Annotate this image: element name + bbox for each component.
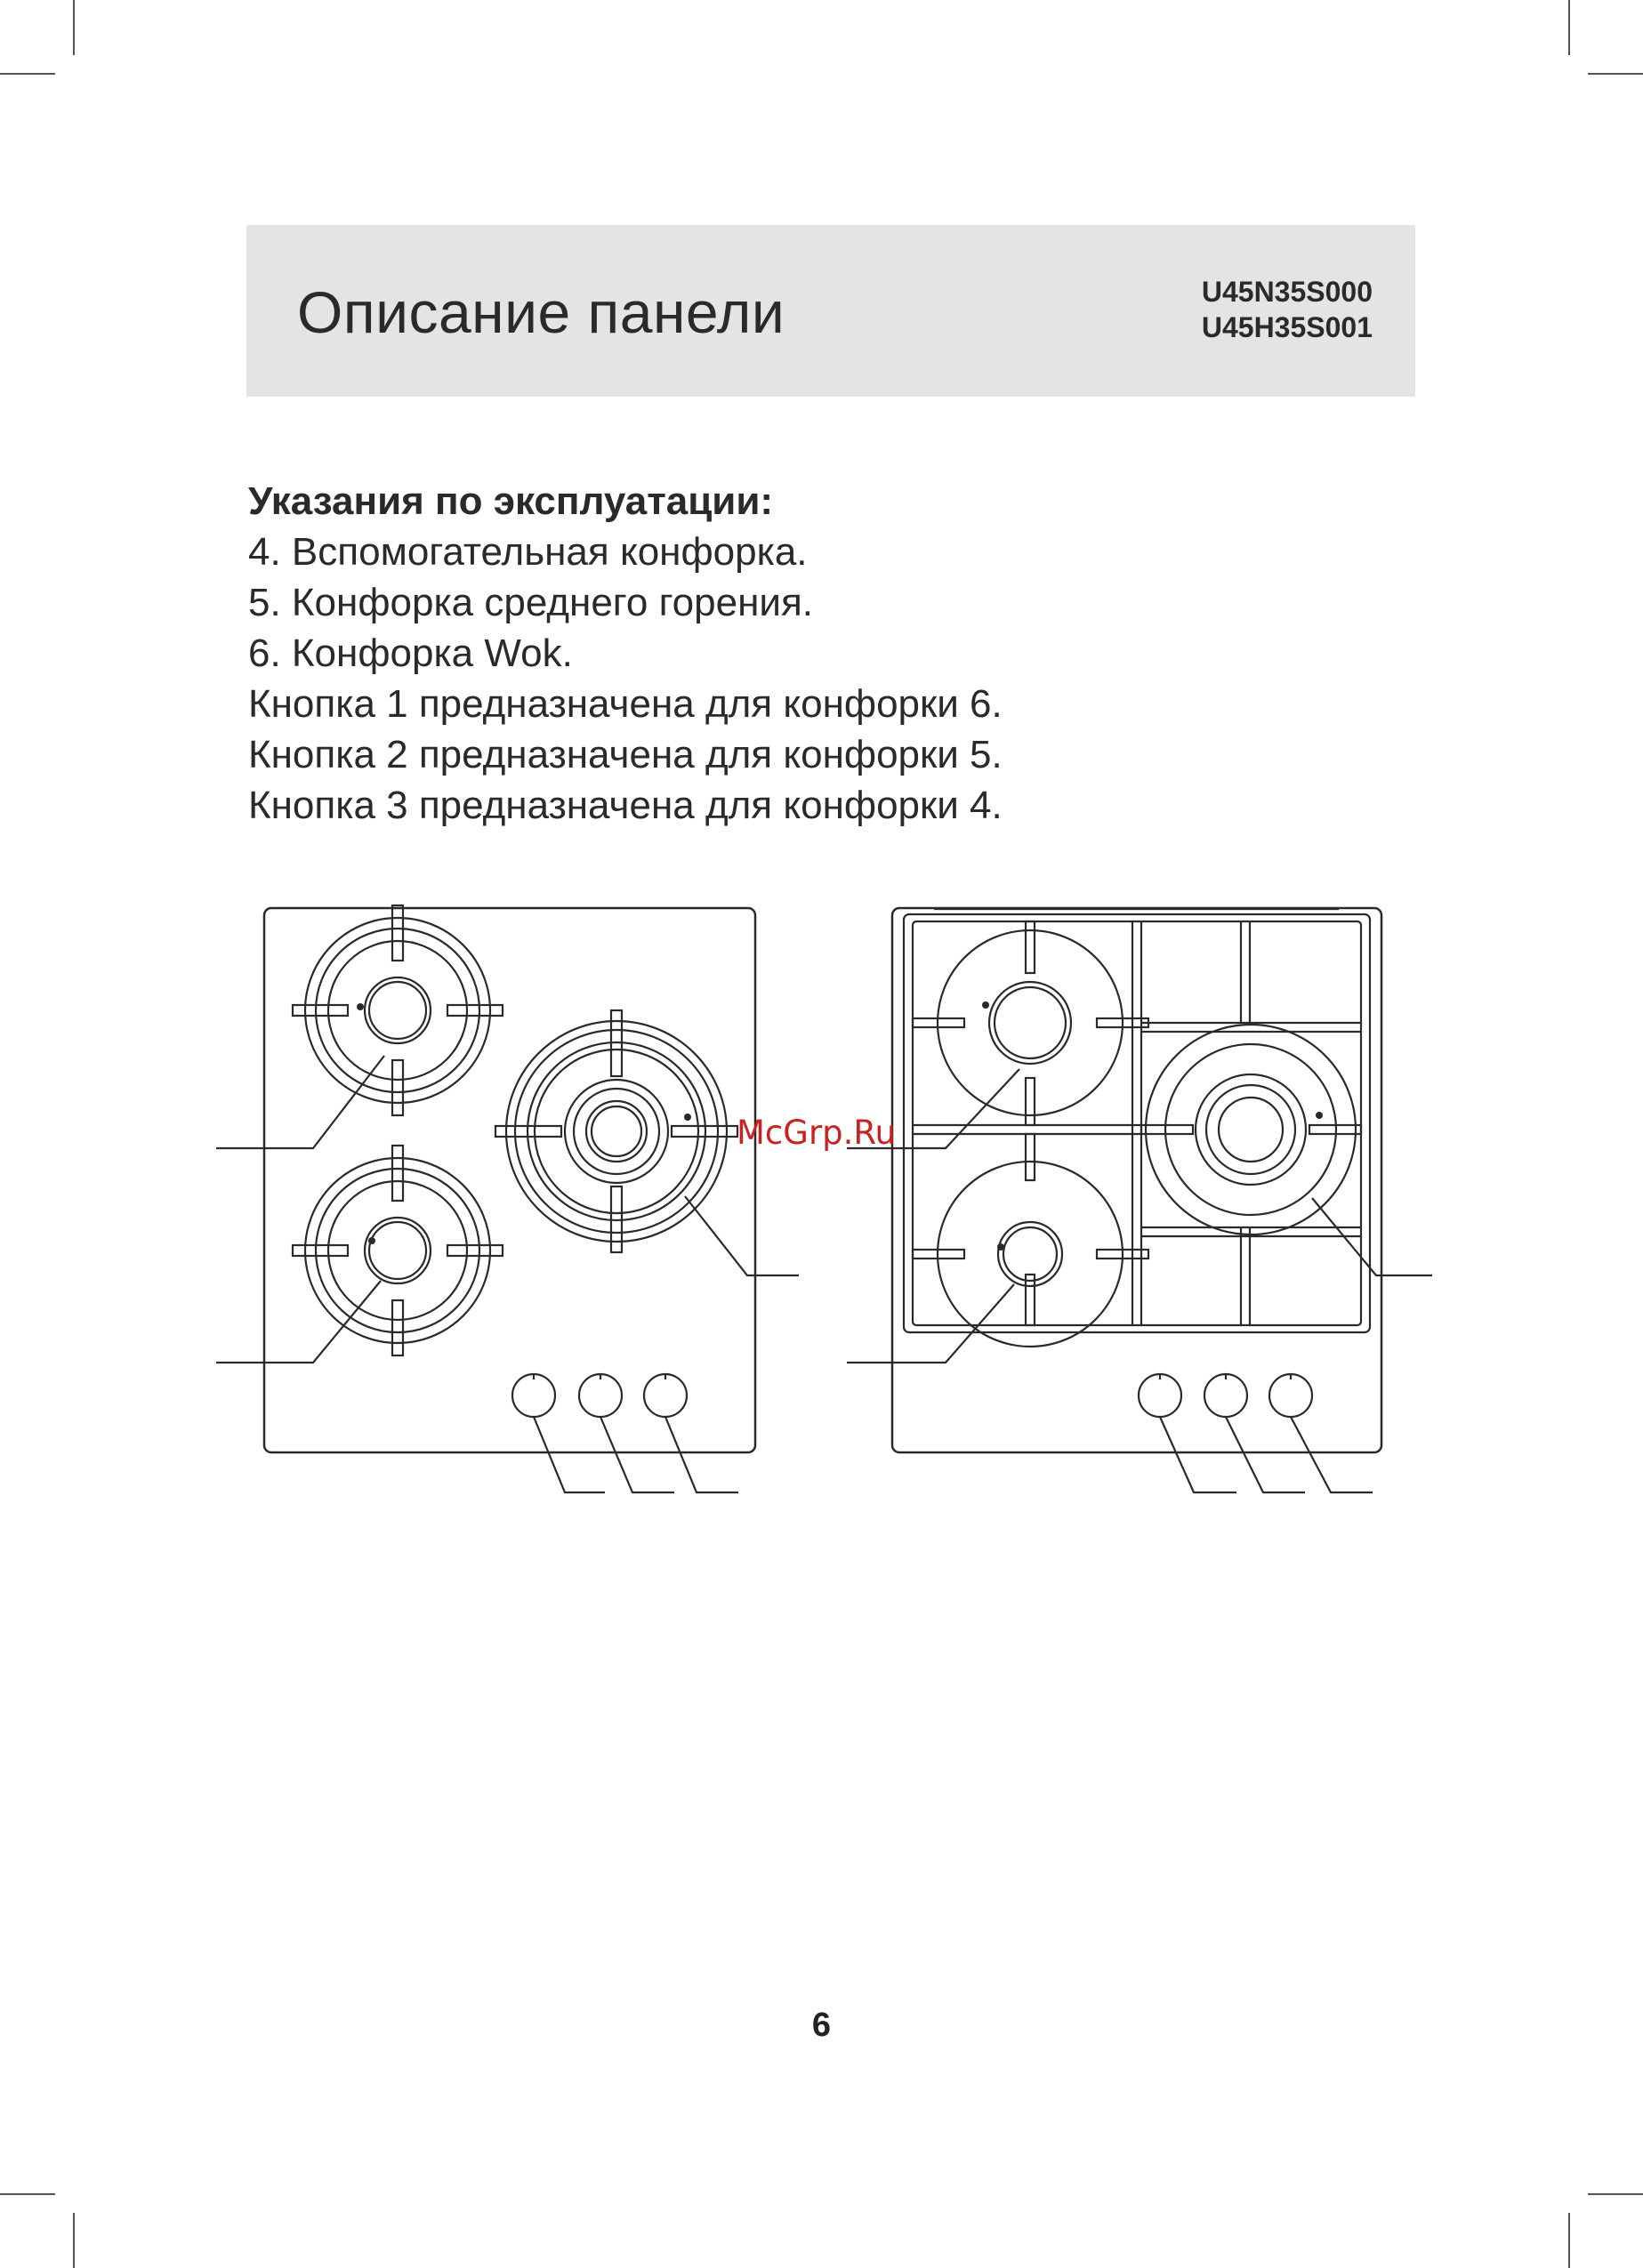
knob-2 (1204, 1374, 1247, 1417)
knob-1 (512, 1374, 555, 1417)
hob-glass-left (216, 905, 799, 1492)
model-number: U45H35S001 (1201, 311, 1373, 343)
burner-medium (293, 1146, 503, 1355)
page-number: 6 (811, 2007, 832, 2044)
knob-3 (1269, 1374, 1312, 1417)
instruction-line: Кнопка 1 предназначена для конфорки 6. (248, 682, 1003, 726)
instruction-line: 6. Конфорка Wok. (248, 631, 573, 675)
knob-2 (579, 1374, 622, 1417)
knob-1 (1139, 1374, 1181, 1417)
model-number: U45N35S000 (1201, 276, 1373, 308)
watermark: McGrp.Ru (737, 1114, 896, 1152)
instructions-heading: Указания по эксплуатации: (248, 479, 774, 523)
knob-3 (644, 1374, 687, 1417)
instruction-line: 4. Вспомогательная конфорка. (248, 530, 808, 574)
instruction-line: 5. Конфорка среднего горения. (248, 581, 813, 624)
instruction-line: Кнопка 3 предназначена для конфорки 4. (248, 784, 1003, 827)
hob-steel-right (847, 908, 1432, 1492)
page-title: Описание панели (297, 279, 785, 345)
burner-auxiliary (293, 905, 503, 1115)
instruction-line: Кнопка 2 предназначена для конфорки 5. (248, 733, 1003, 776)
